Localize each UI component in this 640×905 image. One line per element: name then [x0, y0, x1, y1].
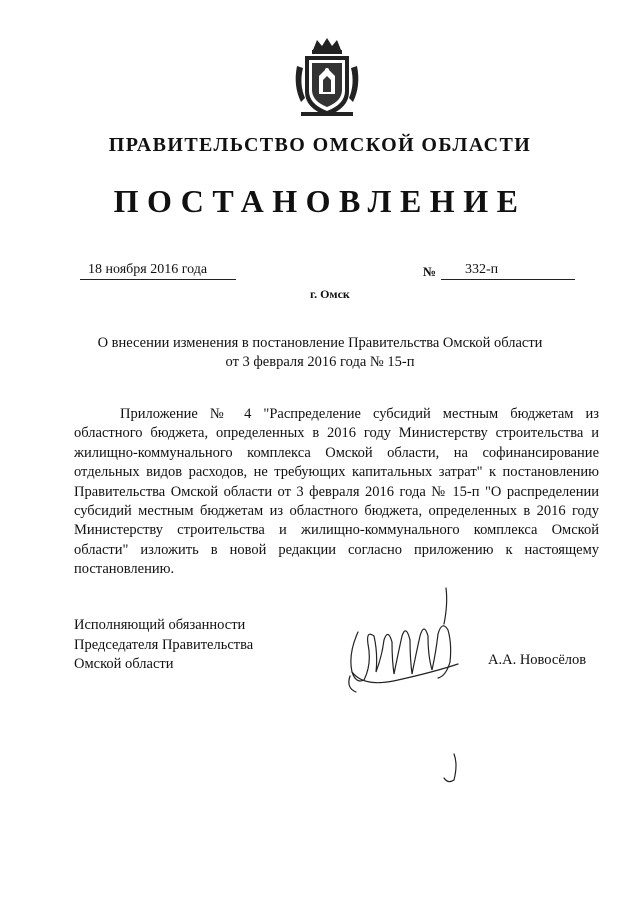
- omsk-coat-of-arms-icon: [291, 36, 363, 120]
- position-line-1: Исполняющий обязанности: [74, 617, 246, 633]
- number-label: №: [423, 264, 437, 279]
- document-subject: [60, 334, 580, 372]
- handwritten-signature-icon: [338, 584, 468, 784]
- signer-name: А.А. Новосёлов: [488, 652, 587, 668]
- city: г. Омск: [310, 287, 350, 301]
- document-type-heading: ПОСТАНОВЛЕНИЕ: [113, 183, 527, 219]
- subject-line-1: О внесении изменения в постановление Правительства Омской области: [97, 335, 543, 351]
- document-number: 332-п: [441, 262, 575, 280]
- signatory-position: [74, 616, 253, 675]
- document-date: 18 ноября 2016 года: [80, 262, 236, 280]
- position-line-3: Омской области: [74, 656, 174, 672]
- body-paragraph: Приложение № 4 "Распределение субсидий местным бюджетам из областного бюджета, определенных в 2016 году Министерству строительства и жилищно-коммунального комплекса Омской области, на софинансирование отдельных видов расходов, не требующих капитальных затрат" к постановлению Правительства Омской области от 3 февраля 2016 года № 15-п "О распределении субсидий местным бюджетам из областного бюджета, определенных в 2016 году Министерству строительства и жилищно-коммунального комплекса Омской области" изложить в новой редакции согласно приложению к настоящему постановлению.: [74, 406, 599, 578]
- government-title: ПРАВИТЕЛЬСТВО ОМСКОЙ ОБЛАСТИ: [108, 134, 532, 156]
- subject-line-2: от 3 февраля 2016 года № 15-п: [225, 354, 415, 370]
- position-line-2: Председателя Правительства: [74, 636, 254, 653]
